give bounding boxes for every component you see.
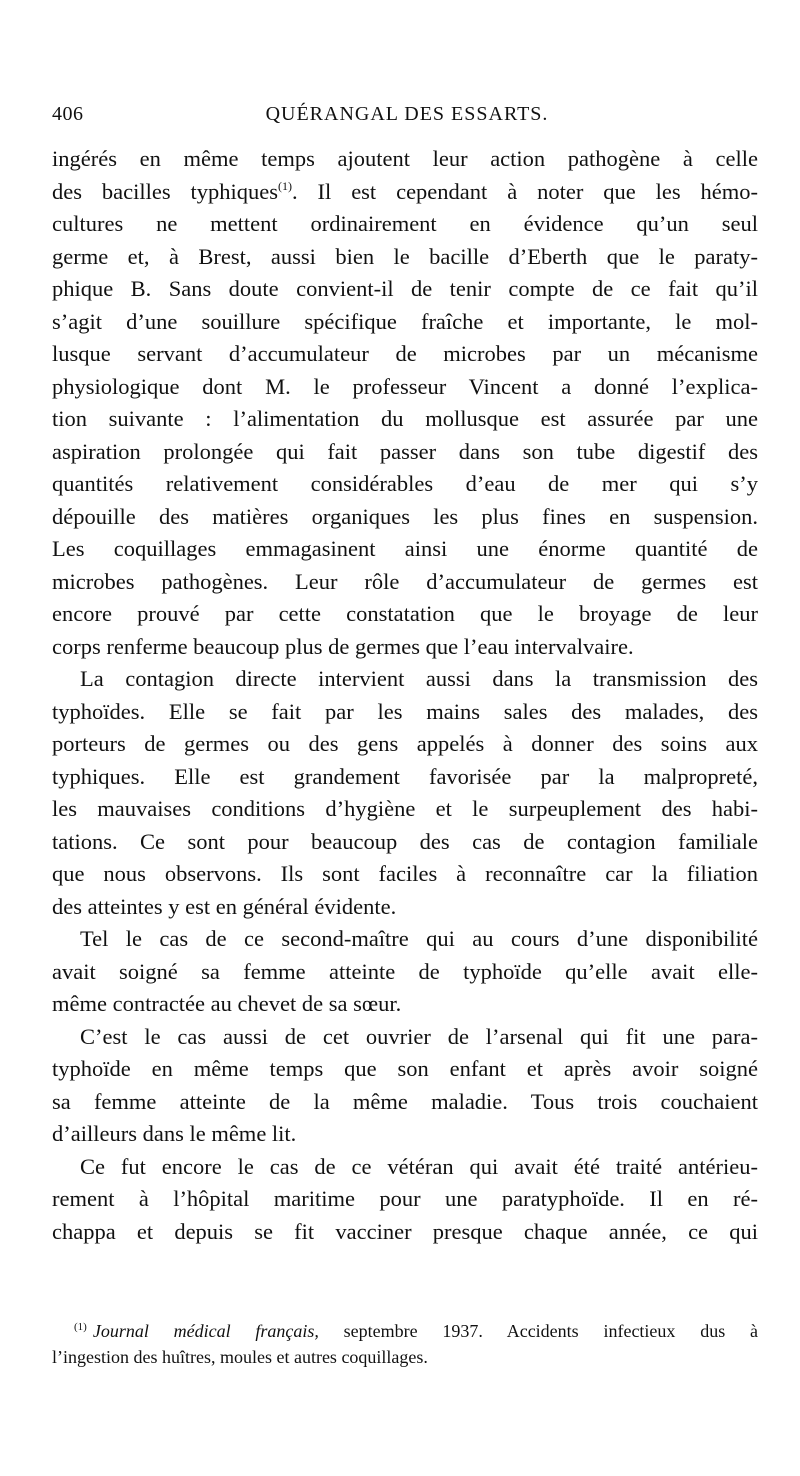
paragraph-3 [52, 923, 758, 1021]
text-line: les mauvaises conditions d’hygiène et le surpeuplement des habi- [52, 796, 758, 821]
running-head [52, 103, 762, 133]
text-line: microbes pathogènes. Leur rôle d’accumulateur de germes est [52, 568, 758, 594]
text-line: Ce fut encore le cas de ce vétéran qui avait été traité antérieu- [80, 1153, 758, 1179]
text-line: physiologique dont M. le professeur Vincent a donné l’explica- [52, 373, 758, 399]
paragraph-1 [52, 143, 758, 663]
footnote-reference[interactable]: (1) [278, 178, 293, 193]
text-line: encore prouvé par cette constatation que le broyage de leur [52, 601, 758, 626]
text-line: chappa et depuis se fit vacciner presque chaque année, ce qui [52, 1218, 758, 1244]
text-line: typhiques. Elle est grandement favorisée par la malpropreté, [52, 763, 758, 789]
text-line: dépouille des matières organiques les plus fines en suspension. [52, 503, 758, 529]
text-line: corps renferme beaucoup plus de germes que l’eau intervalvaire. [52, 633, 634, 659]
text-line: que nous observons. Ils sont faciles à reconnaître car la filiation [52, 861, 758, 886]
footnote-text: septembre 1937. Accidents infectieux dus à [318, 1321, 758, 1341]
text-line: sa femme atteinte de la même maladie. Tous trois couchaient [52, 1088, 758, 1114]
text-line: s’agit d’une souillure spécifique fraîche et importante, le mol- [52, 308, 758, 334]
text-fragment: des bacilles typhiques [52, 178, 279, 204]
text-line: germe et, à Brest, aussi bien le bacille d’Eberth que le paraty- [52, 243, 758, 269]
text-line: cultures ne mettent ordinairement en évidence qu’un seul [52, 211, 758, 236]
text-line: même contractée au chevet de sa sœur. [52, 991, 402, 1016]
footnote-line [52, 1318, 758, 1344]
text-line: phique B. Sans doute convient-il de tenir compte de ce fait qu’il [52, 276, 758, 301]
text-line: d’ailleurs dans le même lit. [52, 1121, 297, 1146]
paragraph-5 [52, 1151, 758, 1249]
text-line: La contagion directe intervient aussi dans la transmission des [80, 666, 758, 691]
footnote-journal: Journal médical français, [92, 1321, 319, 1341]
footnote [52, 1318, 758, 1370]
text-line: Les coquillages emmagasinent ainsi une énorme quantité de [52, 536, 758, 561]
text-line: rement à l’hôpital maritime pour une paratyphoïde. Il en ré- [52, 1186, 758, 1211]
text-line: porteurs de germes ou des gens appelés à donner des soins aux [52, 731, 758, 756]
text-line: ingérés en même temps ajoutent leur action pathogène à celle [52, 146, 758, 171]
text-line: quantités relativement considérables d’eau de mer qui s’y [52, 471, 758, 496]
text-line: typhoïdes. Elle se fait par les mains sales des malades, des [52, 698, 758, 724]
text-line [52, 176, 758, 209]
body-text [52, 143, 758, 1248]
text-fragment: . Il est cependant à noter que les hémo- [292, 178, 758, 204]
text-line: lusque servant d’accumulateur de microbes par un mécanisme [52, 341, 758, 366]
paragraph-4 [52, 1021, 758, 1151]
text-line: des atteintes y est en général évidente. [52, 893, 397, 919]
page-number: 406 [52, 103, 84, 125]
footnote-mark: (1) [74, 1321, 87, 1333]
paragraph-2 [52, 663, 758, 923]
header-title: QUÉRANGAL DES ESSARTS. [265, 103, 549, 125]
text-line: Tel le cas de ce second-maître qui au cours d’une disponibilité [80, 926, 758, 951]
text-line: aspiration prolongée qui fait passer dans son tube digestif des [52, 438, 758, 464]
text-line: tations. Ce sont pour beaucoup des cas de contagion familiale [52, 828, 758, 854]
text-line: tion suivante : l’alimentation du mollusque est assurée par une [52, 406, 758, 431]
text-line: avait soigné sa femme atteinte de typhoïde qu’elle avait elle- [52, 958, 758, 984]
text-line: C’est le cas aussi de cet ouvrier de l’arsenal qui fit une para- [80, 1023, 758, 1049]
footnote-line: l’ingestion des huîtres, moules et autres coquillages. [52, 1347, 428, 1367]
text-line: typhoïde en même temps que son enfant et après avoir soigné [52, 1056, 758, 1081]
